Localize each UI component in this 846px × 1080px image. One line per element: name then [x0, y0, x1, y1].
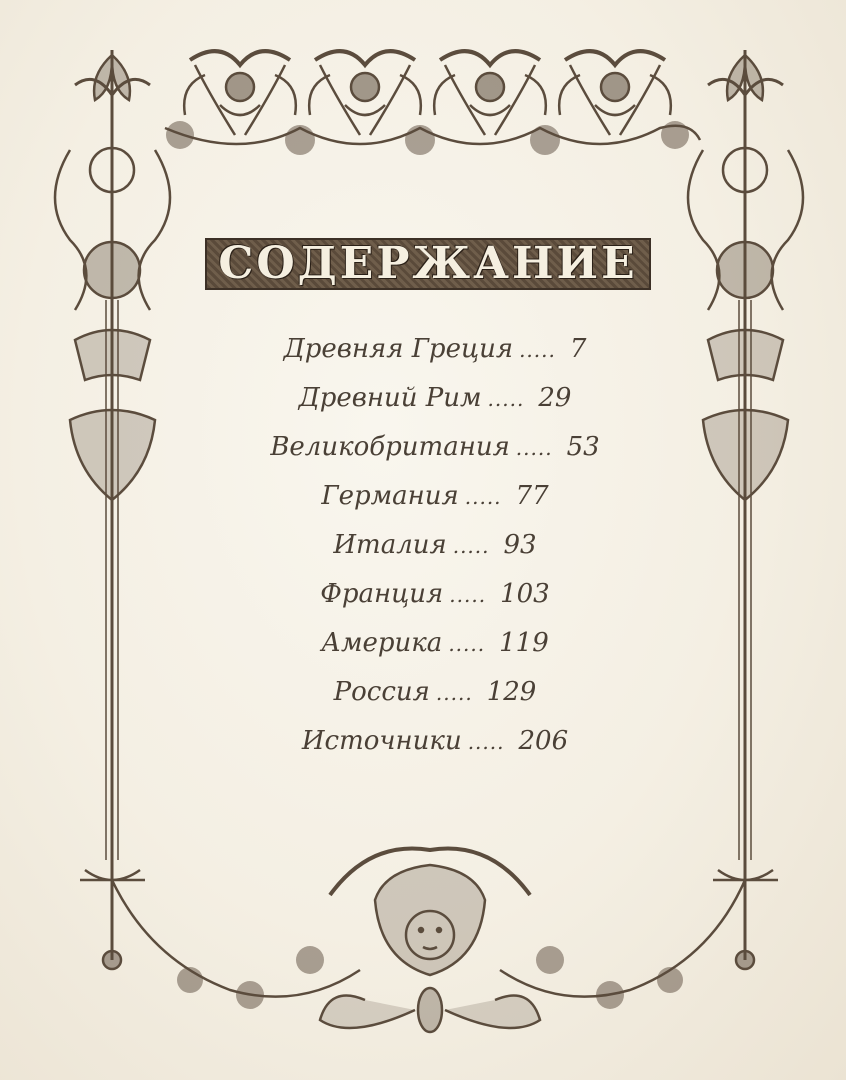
- toc-entry-page: 77: [515, 481, 549, 511]
- toc-entry-label: Великобритания: [270, 432, 510, 462]
- toc-entry[interactable]: [200, 570, 670, 619]
- toc-entry-dots: .....: [515, 436, 553, 460]
- toc-entry-dots: .....: [464, 485, 502, 509]
- toc-entry-dots: .....: [487, 387, 525, 411]
- toc-entry-page: 7: [569, 334, 587, 364]
- toc-entry-page: 93: [503, 530, 537, 560]
- toc-entry-page: 129: [486, 677, 537, 707]
- toc-entry-label: Франция: [320, 579, 444, 609]
- toc-entry[interactable]: [200, 325, 670, 374]
- toc-entry-page: 29: [538, 383, 572, 413]
- toc-entry[interactable]: [200, 423, 670, 472]
- toc-entry[interactable]: [200, 668, 670, 717]
- toc-entry-dots: .....: [519, 338, 556, 362]
- toc-entry[interactable]: [200, 374, 670, 423]
- toc-entry-dots: .....: [448, 632, 486, 656]
- toc-entry[interactable]: [200, 717, 670, 766]
- candelabrum-column-right: [688, 50, 803, 969]
- toc-entry[interactable]: [200, 521, 670, 570]
- title-plaque: [205, 238, 651, 290]
- toc-entry-label: Америка: [321, 628, 443, 658]
- toc-entry-page: 103: [500, 579, 550, 609]
- toc-entry-dots: .....: [435, 681, 473, 705]
- cherub-head-cartouche: [320, 848, 540, 1032]
- acanthus-mask-frieze: [165, 51, 700, 155]
- toc-entry[interactable]: [200, 472, 670, 521]
- toc-entry-dots: .....: [452, 534, 490, 558]
- toc-entry-page: 206: [518, 726, 569, 756]
- toc-entry-label: Древний Рим: [298, 383, 482, 413]
- toc-entry-label: Италия: [333, 530, 447, 560]
- toc-entry-dots: .....: [467, 730, 505, 754]
- toc-entry-dots: .....: [449, 583, 487, 607]
- toc-entry-label: Россия: [333, 677, 430, 707]
- toc-entry-label: Источники: [301, 726, 462, 756]
- toc-entry-page: 119: [499, 628, 549, 658]
- toc-entry-page: 53: [566, 432, 600, 462]
- toc-entry-label: Германия: [321, 481, 459, 511]
- page-title: СОДЕРЖАНИЕ: [218, 238, 638, 289]
- candelabrum-column-left: [55, 50, 170, 969]
- toc-entry-label: Древняя Греция: [283, 334, 514, 364]
- toc-entry[interactable]: [200, 619, 670, 668]
- table-of-contents: [200, 325, 670, 766]
